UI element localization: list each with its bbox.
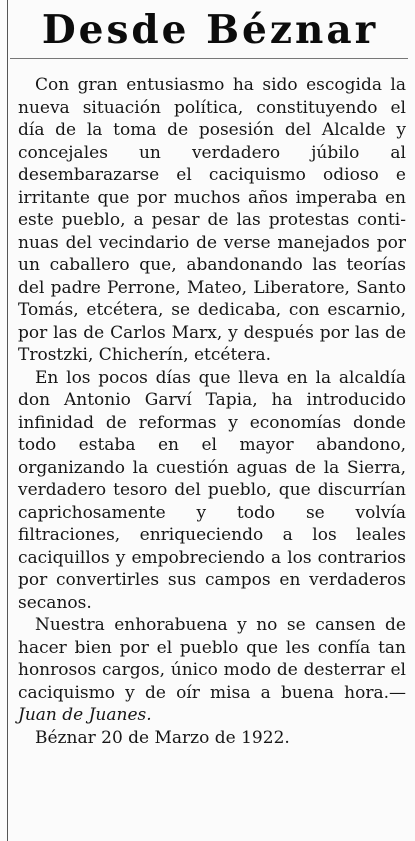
paragraph-3 [18,614,406,727]
paragraph-2: En los pocos días que lleva en la alcaldía don Antonio Garví Tapia, ha introducido infinidad de reformas y economías donde todo estaba en el mayor abandono, organizando la cuestión aguas de la Sierra, verdadero tesoro del pueblo, que discurrían caprichosamente y todo se volvía filtraciones, enriqueciendo a los leales caciquillos y empobreciendo a los contrarios por convertirles sus campos en verdaderos secanos. [18,367,406,613]
paragraph-1: Con gran entusiasmo ha sido escogida la nueva situación política, constituyendo el día de la toma de posesión del Alcalde y concejales un verdadero júbilo al desembarazarse el caciquismo odioso e irritante que por muchos años imperaba en este pueblo, a pesar de las protestas continuas del vecindario de verse manejados por un caballero que, abandonando las teorías del padre Perrone, Mateo, Liberatore, Santo Tomás, etcétera, se dedicaba, con escarnio, por las de Carlos Marx, y después por las de Trostzki, Chicherín, etcétera. [18,75,406,365]
author-signature: Juan de Juanes. [18,705,152,725]
dateline: Béznar 20 de Marzo de 1922. [35,727,290,748]
article-title: Desde Béznar [41,7,379,53]
title-divider [10,58,408,59]
column-rule [7,0,8,841]
paragraph-3-text: Nuestra enhorabuena y no se cansen de hacer bien por el pueblo que les confía tan honrosos cargos, único modo de desterrar el caciquismo y de oír misa a buena hora.— [18,615,406,703]
article-body [18,74,406,749]
